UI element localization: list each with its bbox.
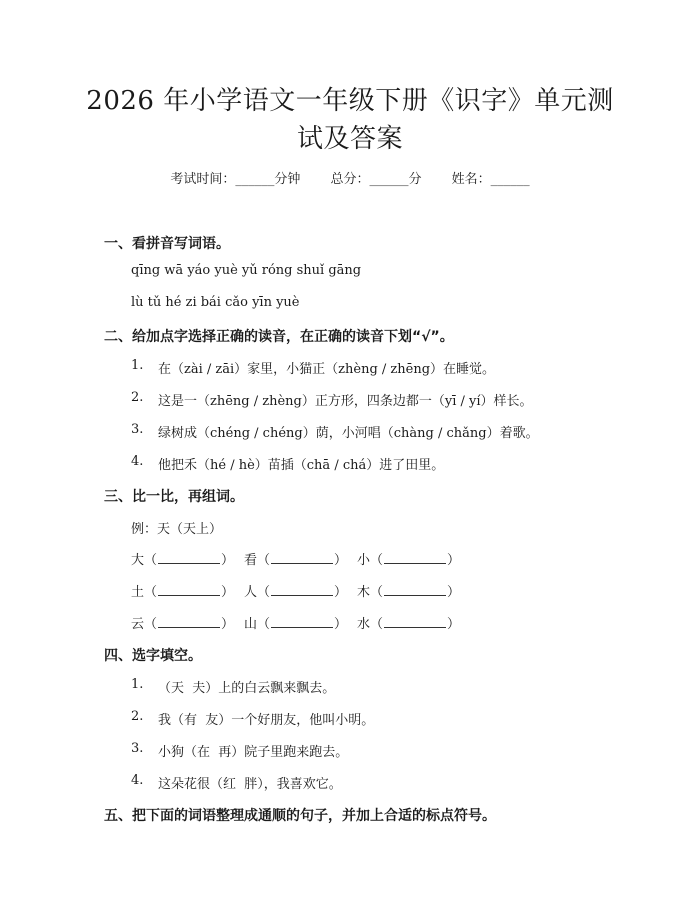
char-label: 大 <box>131 553 145 568</box>
section-2-heading: 二、给加点字选择正确的读音，在正确的读音下划“√”。 <box>104 329 454 345</box>
open-paren: （ <box>257 617 271 632</box>
word-cell <box>131 581 244 600</box>
blank-line[interactable] <box>158 582 220 596</box>
open-paren: （ <box>370 585 384 600</box>
word-row <box>131 613 470 632</box>
section-3-heading: 三、比一比，再组词。 <box>104 489 244 505</box>
char-label: 云 <box>131 617 145 632</box>
char-label: 木 <box>357 585 371 600</box>
blank-line[interactable] <box>158 550 220 564</box>
blank-line[interactable] <box>384 614 446 628</box>
word-cell <box>357 549 470 568</box>
question-text: 这是一（zhēng / zhèng）正方形，四条边都一（yī / yí）样长。 <box>158 394 533 409</box>
pinyin-line-2: lù tǔ hé zi bái cǎo yīn yuè <box>131 295 300 310</box>
section-1-heading: 一、看拼音写词语。 <box>104 236 230 252</box>
item-number: 2. <box>131 390 144 405</box>
close-paren: ） <box>334 553 348 568</box>
word-cell <box>244 613 357 632</box>
title-line-1: 2026 年小学语文一年级下册《识字》单元测 <box>86 86 614 116</box>
close-paren: ） <box>221 617 235 632</box>
open-paren: （ <box>144 617 158 632</box>
close-paren: ） <box>221 585 235 600</box>
word-cell <box>357 581 470 600</box>
question-text: 他把禾（hé / hè）苗插（chā / chá）进了田里。 <box>158 458 445 473</box>
word-cell <box>357 613 470 632</box>
close-paren: ） <box>221 553 235 568</box>
title-line-2: 试及答案 <box>296 124 403 154</box>
blank-line[interactable] <box>384 582 446 596</box>
close-paren: ） <box>447 585 461 600</box>
close-paren: ） <box>334 585 348 600</box>
question-text: （天 夫）上的白云飘来飘去。 <box>158 681 336 696</box>
blank-line[interactable] <box>271 614 333 628</box>
example-text: 例：天（天上） <box>131 522 223 537</box>
char-label: 小 <box>357 553 371 568</box>
item-number: 1. <box>131 677 144 692</box>
section-5-heading: 五、把下面的词语整理成通顺的句子，并加上合适的标点符号。 <box>104 808 496 824</box>
open-paren: （ <box>144 553 158 568</box>
item-number: 3. <box>131 422 144 437</box>
page-title <box>60 82 640 158</box>
question-text: 小狗（在 再）院子里跑来跑去。 <box>158 745 349 760</box>
question-text: 这朵花很（红 胖），我喜欢它。 <box>158 777 342 792</box>
item-number: 3. <box>131 741 144 756</box>
open-paren: （ <box>144 585 158 600</box>
char-label: 山 <box>244 617 258 632</box>
char-label: 看 <box>244 553 258 568</box>
open-paren: （ <box>257 553 271 568</box>
word-cell <box>131 613 244 632</box>
item-number: 4. <box>131 454 144 469</box>
word-cell <box>131 549 244 568</box>
item-number: 1. <box>131 358 144 373</box>
open-paren: （ <box>370 617 384 632</box>
char-label: 水 <box>357 617 371 632</box>
open-paren: （ <box>370 553 384 568</box>
exam-meta: 考试时间：______分钟 总分：______分 姓名：______ <box>170 172 530 187</box>
blank-line[interactable] <box>271 550 333 564</box>
blank-line[interactable] <box>384 550 446 564</box>
word-cell <box>244 549 357 568</box>
question-text: 绿树成（chéng / chéng）荫，小河唱（chàng / chǎng）着歌。 <box>158 426 539 441</box>
open-paren: （ <box>257 585 271 600</box>
char-label: 土 <box>131 585 145 600</box>
close-paren: ） <box>447 617 461 632</box>
pinyin-line-1: qīng wā yáo yuè yǔ róng shuǐ gāng <box>131 263 362 278</box>
close-paren: ） <box>447 553 461 568</box>
word-row <box>131 549 470 568</box>
blank-line[interactable] <box>158 614 220 628</box>
word-row <box>131 581 470 600</box>
blank-line[interactable] <box>271 582 333 596</box>
close-paren: ） <box>334 617 348 632</box>
question-text: 我（有 友）一个好朋友，他叫小明。 <box>158 713 375 728</box>
char-label: 人 <box>244 585 258 600</box>
section-4-heading: 四、选字填空。 <box>104 648 202 664</box>
word-cell <box>244 581 357 600</box>
item-number: 4. <box>131 773 144 788</box>
question-text: 在（zài / zāi）家里，小猫正（zhèng / zhēng）在睡觉。 <box>158 362 496 377</box>
item-number: 2. <box>131 709 144 724</box>
